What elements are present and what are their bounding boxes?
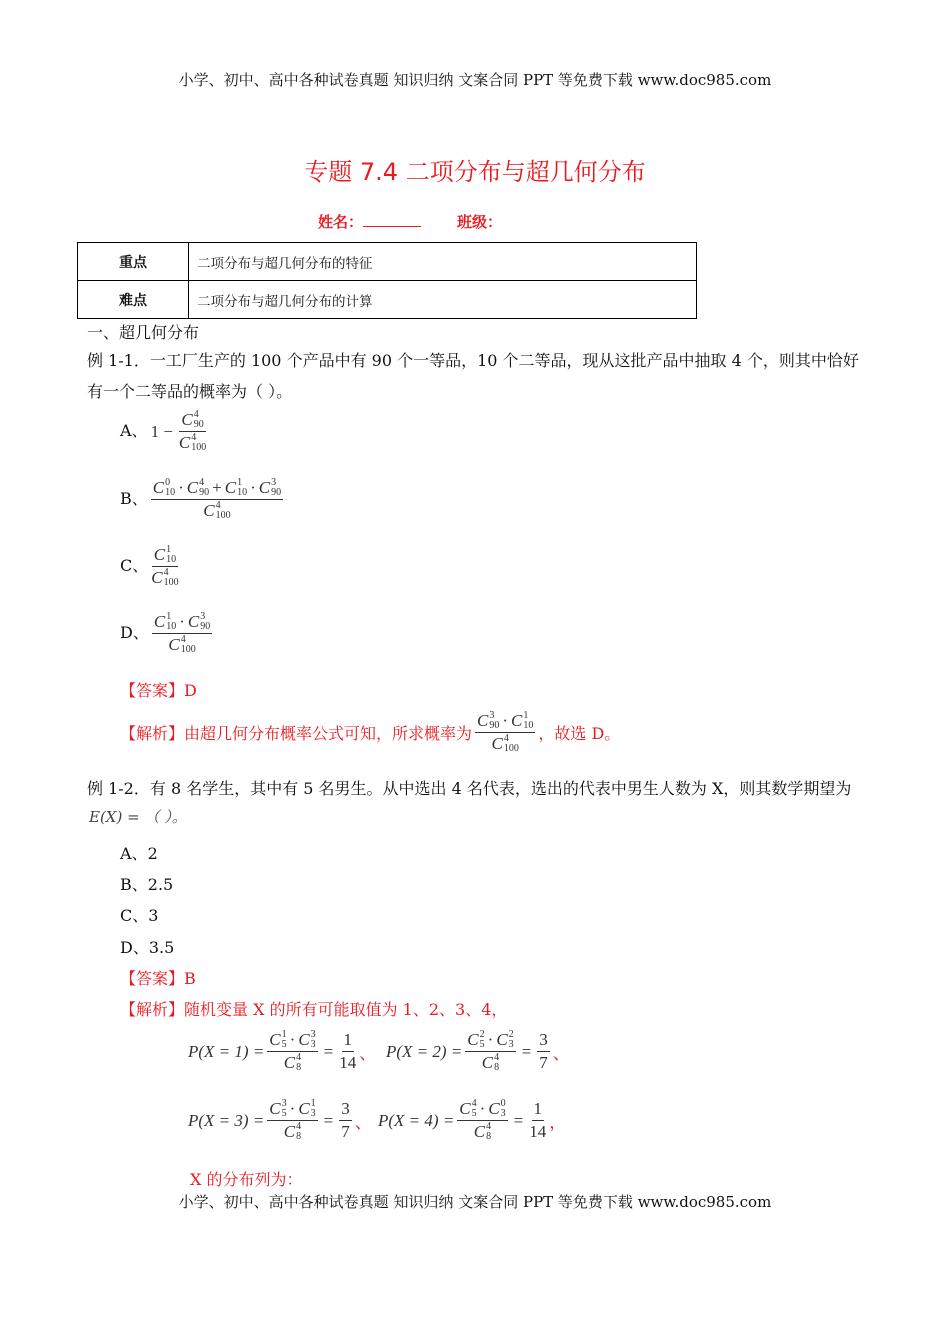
superscript: 4: [163, 567, 169, 578]
combination-letter: C: [153, 612, 166, 631]
superscript: 4: [191, 432, 197, 443]
analysis-2: [120, 997, 507, 1020]
superscript: 2: [508, 1029, 514, 1040]
combination-term: [284, 1122, 301, 1142]
prob-formula-3: [188, 1099, 372, 1142]
answer-1: [120, 678, 197, 701]
probability-lhs: P(X = 4) =: [378, 1110, 455, 1130]
combination-term: [482, 1053, 499, 1073]
option-label: C、: [120, 556, 149, 575]
separator: 、: [354, 1113, 372, 1132]
option-b: [120, 478, 286, 521]
superscript: 3: [271, 477, 277, 488]
option-b: [120, 872, 173, 895]
denominator: 7: [539, 1053, 548, 1072]
option-d: [120, 935, 174, 958]
sub-sup: [480, 1030, 485, 1050]
fraction: [475, 711, 535, 754]
sub-sup: [181, 635, 196, 655]
combination-term: [259, 478, 281, 498]
sub-sup: [504, 734, 519, 754]
example-2-text-cont: E(X) = （ ）。: [89, 808, 187, 826]
operator: ·: [179, 612, 185, 631]
combination-letter: C: [496, 1030, 508, 1049]
combination-term: [153, 478, 175, 498]
superscript: 0: [165, 477, 171, 488]
numerator: 1: [342, 1030, 355, 1052]
numerator: [152, 612, 212, 634]
equals-sign: =: [521, 1041, 532, 1061]
answer-2: [120, 966, 196, 989]
analysis-text: 随机变量 X 的所有可能取值为 1、2、3、4，: [184, 1000, 508, 1019]
sub-sup: [282, 1030, 287, 1050]
combination-term: [298, 1030, 315, 1050]
combination-term: [298, 1099, 315, 1119]
combination-term: [488, 1099, 505, 1119]
formula: [188, 1099, 372, 1142]
formula: [148, 478, 286, 521]
sub-sup: [216, 501, 231, 521]
option-value: 3.5: [148, 938, 175, 957]
sub-sup: [509, 1030, 514, 1050]
superscript: 4: [199, 477, 205, 488]
numerator: [475, 711, 535, 733]
operator: ·: [479, 1099, 486, 1118]
subscript: 10: [165, 487, 176, 498]
prob-formula-2: [386, 1030, 570, 1073]
subscript: 3: [500, 1108, 506, 1119]
superscript: 4: [296, 1121, 302, 1132]
denominator: [284, 1052, 301, 1073]
option-label: A、: [120, 844, 148, 863]
combination-term: [187, 478, 209, 498]
example-1-text: 例 1-1．一工厂生产的 100 个产品中有 90 个一等品，10 个二等品，现从这批产品中抽取 4 个，则其中恰好: [87, 351, 859, 370]
subscript: 100: [191, 442, 207, 453]
row-key: 重点: [78, 243, 189, 281]
separator: 、: [359, 1044, 377, 1063]
page-footer: 小学、初中、高中各种试卷真题 知识归纳 文案合同 PPT 等免费下载 www.doc985.com: [178, 1193, 772, 1211]
key-points-table: [77, 242, 697, 319]
subscript: 100: [163, 577, 179, 588]
superscript: 1: [310, 1098, 316, 1109]
combination-letter: C: [203, 501, 215, 520]
operator: ·: [487, 1030, 494, 1049]
subscript: 5: [281, 1108, 287, 1119]
superscript: 0: [500, 1098, 506, 1109]
operator: ·: [250, 478, 256, 497]
option-c: [120, 903, 158, 926]
probability-lhs: P(X = 2) =: [386, 1041, 463, 1061]
sub-sup: [191, 433, 206, 453]
superscript: 4: [193, 409, 199, 420]
numerator: [267, 1099, 317, 1121]
sub-sup: [472, 1099, 477, 1119]
equals-sign: =: [513, 1110, 524, 1130]
operator: ·: [289, 1030, 296, 1049]
denominator: [284, 1121, 301, 1142]
fraction: [529, 1099, 546, 1142]
combination-term: [188, 612, 210, 632]
fraction: [152, 612, 212, 655]
fraction: [457, 1099, 507, 1142]
superscript: 4: [494, 1052, 500, 1063]
row-value: 二项分布与超几何分布的计算: [189, 281, 697, 319]
combination-term: [181, 410, 203, 430]
formula: [386, 1030, 570, 1073]
sub-sup: [489, 711, 499, 731]
class-label: 班级：: [457, 213, 503, 231]
combination-letter: C: [151, 568, 163, 587]
combination-letter: C: [181, 410, 193, 429]
subscript: 10: [166, 621, 177, 632]
numerator: [152, 545, 178, 567]
subscript: 90: [199, 487, 210, 498]
option-value: 2.5: [147, 875, 174, 894]
fraction: [151, 478, 283, 521]
combination-letter: C: [269, 1099, 281, 1118]
formula-prefix: 1 −: [150, 421, 173, 441]
combination-letter: C: [298, 1099, 310, 1118]
subscript: 100: [180, 644, 196, 655]
superscript: 1: [166, 611, 172, 622]
option-a: [120, 410, 209, 453]
subscript: 100: [503, 743, 519, 754]
combination-term: [154, 545, 176, 565]
sub-sup: [523, 711, 533, 731]
option-label: D、: [120, 623, 149, 642]
superscript: 4: [215, 500, 221, 511]
sub-sup: [296, 1122, 301, 1142]
subscript: 10: [237, 487, 248, 498]
combination-letter: C: [491, 734, 503, 753]
combination-term: [467, 1030, 484, 1050]
option-label: C、: [120, 906, 149, 925]
combination-term: [154, 612, 176, 632]
sub-sup: [164, 568, 179, 588]
subscript: 90: [271, 487, 282, 498]
combination-term: [284, 1053, 301, 1073]
combination-letter: C: [152, 478, 165, 497]
analysis-text: 由超几何分布概率公式可知，所求概率为: [184, 724, 473, 743]
combination-letter: C: [473, 1122, 486, 1141]
option-label: B、: [120, 489, 148, 508]
combination-letter: C: [269, 1030, 281, 1049]
combination-term: [168, 635, 195, 655]
superscript: 4: [296, 1052, 302, 1063]
answer-tag: 【答案】: [120, 681, 185, 700]
superscript: 3: [489, 710, 495, 721]
numerator: 1: [532, 1099, 545, 1121]
sub-sup: [166, 545, 176, 565]
subscript: 5: [281, 1039, 287, 1050]
combination-term: [179, 433, 206, 453]
table-row: [78, 281, 697, 319]
sub-sup: [501, 1099, 506, 1119]
combination-term: [492, 734, 519, 754]
combination-term: [459, 1099, 476, 1119]
sub-sup: [494, 1053, 499, 1073]
denominator: [151, 567, 178, 588]
combination-term: [269, 1030, 286, 1050]
sub-sup: [311, 1099, 316, 1119]
combination-letter: C: [459, 1099, 471, 1118]
sub-sup: [296, 1053, 301, 1073]
analysis-tag: 【解析】: [120, 1000, 185, 1019]
sub-sup: [486, 1122, 491, 1142]
numerator: [179, 410, 205, 432]
option-a: [120, 841, 158, 864]
example-1-text-cont: 有一个二等品的概率为（ ）。: [87, 382, 293, 401]
denominator: 7: [341, 1122, 350, 1141]
analysis-1: [120, 711, 620, 754]
option-label: A、: [120, 421, 148, 440]
numerator: [465, 1030, 515, 1052]
formula: [149, 612, 215, 655]
page-header: 小学、初中、高中各种试卷真题 知识归纳 文案合同 PPT 等免费下载 www.doc985.com: [178, 71, 772, 89]
numerator: 3: [339, 1099, 352, 1121]
fraction: [537, 1030, 550, 1073]
formula: [188, 1030, 376, 1073]
subscript: 5: [471, 1108, 477, 1119]
sub-sup: [311, 1030, 316, 1050]
denominator: 14: [339, 1053, 357, 1072]
numerator: [267, 1030, 317, 1052]
formula: [148, 545, 181, 588]
section-heading: 一、超几何分布: [87, 323, 200, 342]
equals-sign: =: [323, 1110, 334, 1130]
subscript: 5: [479, 1039, 485, 1050]
name-class-line: [318, 211, 502, 232]
combination-term: [203, 501, 230, 521]
combination-letter: C: [258, 478, 271, 497]
subscript: 3: [310, 1108, 316, 1119]
denominator: 14: [529, 1122, 547, 1141]
denominator: [492, 733, 519, 754]
subscript: 8: [486, 1131, 492, 1142]
option-label: D、: [120, 938, 149, 957]
subscript: 8: [296, 1062, 302, 1073]
sub-sup: [271, 478, 281, 498]
subscript: 3: [508, 1039, 514, 1050]
probability-lhs: P(X = 1) =: [188, 1041, 265, 1061]
operator: ·: [178, 478, 184, 497]
fraction: [339, 1099, 352, 1142]
combination-letter: C: [178, 433, 191, 452]
combination-letter: C: [481, 1053, 494, 1072]
operator: ·: [502, 711, 509, 730]
combination-term: [511, 711, 533, 731]
option-d: [120, 612, 215, 655]
prob-formula-1: [188, 1030, 376, 1073]
denominator: [203, 500, 230, 521]
subscript: 100: [215, 510, 231, 521]
fraction: [267, 1030, 317, 1073]
operator: +: [212, 478, 222, 497]
option-value: 3: [148, 906, 159, 925]
row-key: 难点: [78, 281, 189, 319]
combination-term: [151, 568, 178, 588]
superscript: 3: [281, 1098, 287, 1109]
option-c: [120, 545, 182, 588]
combination-term: [225, 478, 247, 498]
combination-letter: C: [168, 635, 180, 654]
superscript: 3: [200, 611, 206, 622]
analysis-text: ，故选 D。: [538, 724, 621, 743]
fraction: [267, 1099, 317, 1142]
option-value: 2: [147, 844, 158, 863]
prob-formula-4: [378, 1099, 566, 1142]
combination-letter: C: [224, 478, 237, 497]
page-title: 专题 7.4 二项分布与超几何分布: [304, 158, 646, 186]
subscript: 90: [489, 720, 500, 731]
combination-letter: C: [477, 711, 489, 730]
formula: [378, 1099, 566, 1142]
combination-term: [477, 711, 499, 731]
fraction: [465, 1030, 515, 1073]
answer-tag: 【答案】: [120, 969, 185, 988]
sub-sup: [200, 612, 210, 632]
combination-letter: C: [153, 545, 166, 564]
subscript: 3: [310, 1039, 316, 1050]
subscript: 8: [494, 1062, 500, 1073]
distribution-label: X 的分布列为：: [190, 1170, 303, 1189]
subscript: 8: [296, 1131, 302, 1142]
superscript: 3: [310, 1029, 316, 1040]
combination-letter: C: [283, 1053, 296, 1072]
combination-letter: C: [488, 1099, 500, 1118]
answer-value: D: [184, 681, 197, 700]
subscript: 90: [200, 621, 211, 632]
sub-sup: [199, 478, 209, 498]
combination-letter: C: [187, 612, 200, 631]
superscript: 2: [479, 1029, 485, 1040]
combination-term: [474, 1122, 491, 1142]
sub-sup: [165, 478, 175, 498]
example-2-text: 例 1-2．有 8 名学生，其中有 5 名男生。从中选出 4 名代表，选出的代表中男生人数为 X，则其数学期望为: [87, 779, 852, 798]
formula: [148, 410, 210, 453]
row-value: 二项分布与超几何分布的特征: [189, 243, 697, 281]
fraction: [339, 1030, 356, 1073]
superscript: 1: [523, 710, 529, 721]
formula: [472, 711, 538, 754]
subscript: 90: [193, 419, 204, 430]
table-row: [78, 243, 697, 281]
combination-letter: C: [186, 478, 199, 497]
superscript: 4: [486, 1121, 492, 1132]
name-label: 姓名：: [318, 213, 364, 231]
name-blank: [363, 212, 421, 227]
combination-letter: C: [298, 1030, 310, 1049]
superscript: 1: [237, 477, 243, 488]
sub-sup: [282, 1099, 287, 1119]
numerator: [151, 478, 283, 500]
numerator: 3: [537, 1030, 550, 1052]
subscript: 10: [523, 720, 534, 731]
superscript: 4: [503, 733, 509, 744]
probability-lhs: P(X = 3) =: [188, 1110, 265, 1130]
combination-letter: C: [511, 711, 523, 730]
combination-letter: C: [467, 1030, 479, 1049]
sub-sup: [166, 612, 176, 632]
equals-sign: =: [323, 1041, 334, 1061]
fraction: [151, 545, 178, 588]
option-label: B、: [120, 875, 148, 894]
sub-sup: [194, 410, 204, 430]
combination-term: [269, 1099, 286, 1119]
combination-letter: C: [283, 1122, 296, 1141]
separator: 、: [552, 1044, 570, 1063]
sub-sup: [237, 478, 247, 498]
denominator: [168, 634, 195, 655]
subscript: 10: [166, 554, 177, 565]
operator: ·: [289, 1099, 296, 1118]
answer-value: B: [184, 969, 196, 988]
numerator: [457, 1099, 507, 1121]
superscript: 4: [471, 1098, 477, 1109]
combination-term: [496, 1030, 513, 1050]
fraction: [179, 410, 206, 453]
superscript: 1: [281, 1029, 287, 1040]
superscript: 4: [180, 634, 186, 645]
denominator: [482, 1052, 499, 1073]
analysis-tag: 【解析】: [120, 724, 185, 743]
denominator: [179, 432, 206, 453]
separator: ，: [549, 1113, 567, 1132]
superscript: 1: [166, 544, 172, 555]
denominator: [474, 1121, 491, 1142]
